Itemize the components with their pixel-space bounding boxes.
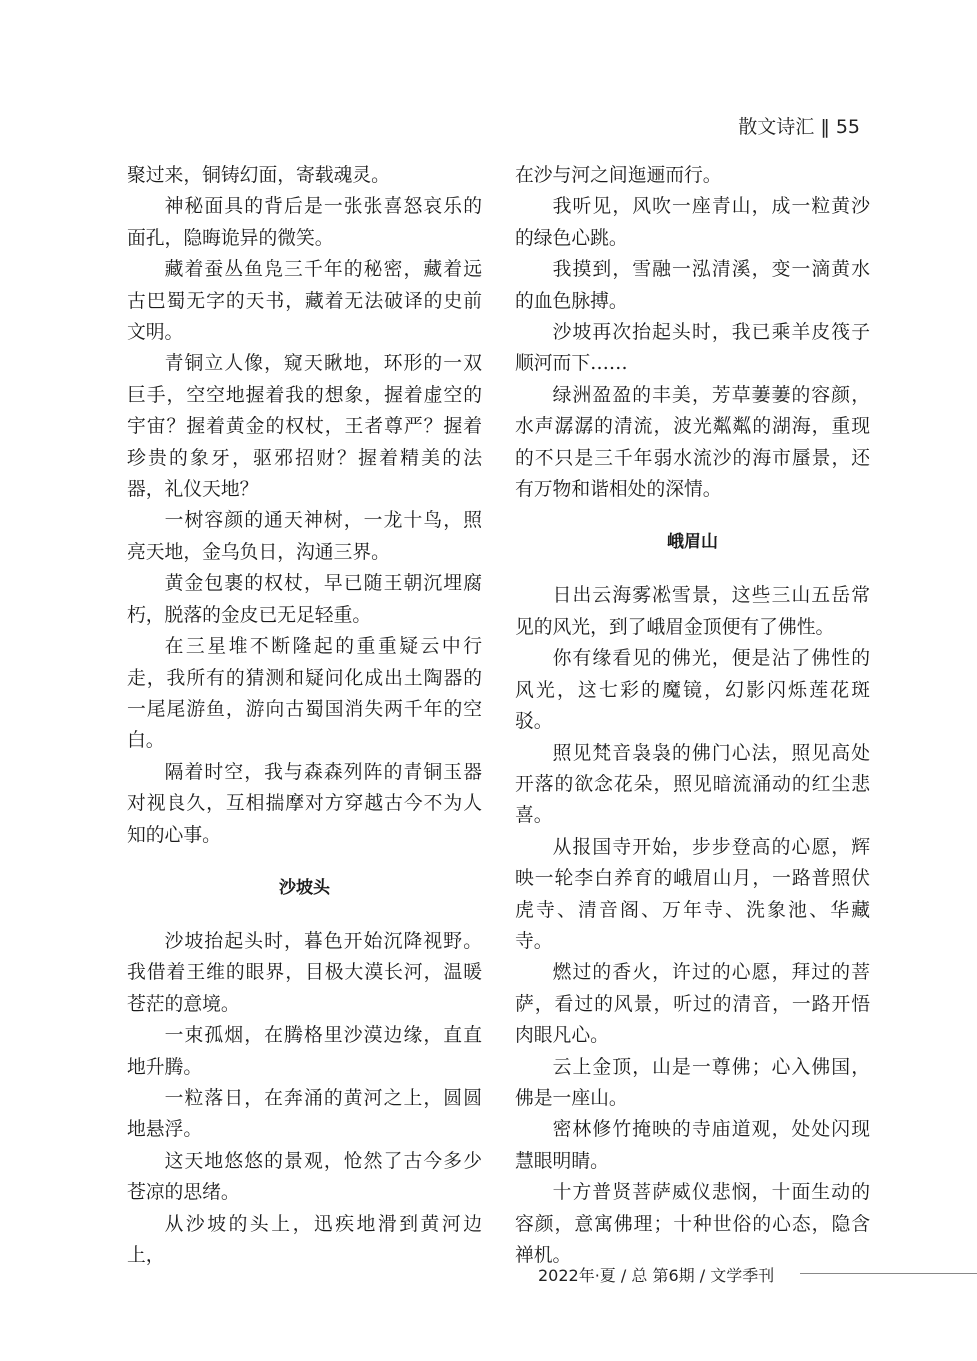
paragraph: 你有缘看见的佛光，便是沾了佛性的风光，这七彩的魔镜，幻影闪烁莲花斑驳。	[515, 648, 870, 733]
right-column	[515, 160, 870, 1271]
paragraph: 十方普贤菩萨威仪悲悯，十面生动的容颜，意寓佛理；十种世俗的心态，隐含禅机。	[515, 1182, 870, 1266]
paragraph: 绿洲盈盈的丰美，芳草萋萋的容颜，水声潺潺的清流，波光粼粼的湖海，重现的不只是三千年弱水流沙的海市蜃景，还有万物和谐相处的深情。	[515, 384, 870, 501]
section-name: 散文诗汇	[738, 116, 815, 138]
paragraph: 日出云海雾凇雪景，这些三山五岳常见的风光，到了峨眉金顶便有了佛性。	[515, 585, 870, 638]
paragraph: 隔着时空，我与森森列阵的青铜玉器对视良久，互相揣摩对方穿越古今不为人知的心事。	[127, 761, 482, 846]
paragraph: 密林修竹掩映的寺庙道观，处处闪现慧眼明睛。	[515, 1119, 870, 1172]
section-title-emeishan: 峨眉山	[667, 532, 718, 553]
paragraph: 我摸到，雪融一泓清溪，变一滴黄水的血色脉搏。	[515, 259, 870, 312]
paragraph: 云上金顶，山是一尊佛；心入佛国，佛是一座山。	[515, 1056, 870, 1109]
footer-issue-info: 2022年·夏 / 总 第6期 / 文学季刊	[538, 1266, 775, 1285]
page-number: 55	[835, 116, 860, 138]
left-column	[127, 160, 482, 1271]
paragraph: 照见梵音袅袅的佛门心法，照见高处开落的欲念花朵，照见暗流涌动的红尘悲喜。	[515, 742, 870, 827]
running-header	[738, 112, 860, 139]
paragraph: 一束孤烟，在腾格里沙漠边缘，直直地升腾。	[127, 1025, 482, 1078]
paragraph: 神秘面具的背后是一张张喜怒哀乐的面孔，隐晦诡异的微笑。	[127, 196, 482, 249]
paragraph: 青铜立人像，窥天瞅地，环形的一双巨手，空空地握着我的想象，握着虚空的宇宙？握着黄金的权杖，王者尊严？握着珍贵的象牙，驱邪招财？握着精美的法器，礼仪天地？	[127, 353, 482, 501]
paragraph: 从沙坡的头上，迅疾地滑到黄河边上，	[127, 1213, 482, 1266]
paragraph: 我听见，风吹一座青山，成一粒黄沙的绿色心跳。	[515, 196, 870, 249]
paragraph: 沙坡抬起头时，暮色开始沉降视野。我借着王维的眼界，目极大漠长河，温暖苍茫的意境。	[127, 930, 482, 1015]
paragraph: 在三星堆不断隆起的重重疑云中行走，我所有的猜测和疑问化成出土陶器的一尾尾游鱼，游向古蜀国消失两千年的空白。	[127, 636, 482, 752]
header-separator: ‖	[820, 116, 830, 138]
section-title-shapotou: 沙坡头	[279, 877, 330, 898]
paragraph: 一粒落日，在奔涌的黄河之上，圆圆地悬浮。	[127, 1087, 482, 1141]
paragraph: 一树容颜的通天神树，一龙十鸟，照亮天地，金乌负日，沟通三界。	[127, 510, 482, 563]
paragraph: 藏着蚕丛鱼凫三千年的秘密，藏着远古巴蜀无字的天书，藏着无法破译的史前文明。	[127, 259, 482, 344]
paragraph: 沙坡再次抬起头时，我已乘羊皮筏子顺河而下……	[515, 322, 870, 375]
paragraph: 从报国寺开始，步步登高的心愿，辉映一轮李白养育的峨眉山月，一路普照伏虎寺、清音阁、万年寺、洗象池、华藏寺。	[515, 836, 870, 952]
paragraph: 燃过的香火，许过的心愿，拜过的菩萨，看过的风景，听过的清音，一路开悟肉眼凡心。	[515, 962, 870, 1047]
footer-rule	[800, 1273, 977, 1274]
paragraph: 黄金包裹的权杖，早已随王朝沉埋腐朽，脱落的金皮已无足轻重。	[127, 573, 482, 626]
paragraph: 聚过来，铜铸幻面，寄载魂灵。	[127, 165, 390, 186]
paragraph: 这天地悠悠的景观，怆然了古今多少苍凉的思绪。	[127, 1150, 482, 1204]
paragraph: 在沙与河之间迤逦而行。	[515, 165, 722, 186]
